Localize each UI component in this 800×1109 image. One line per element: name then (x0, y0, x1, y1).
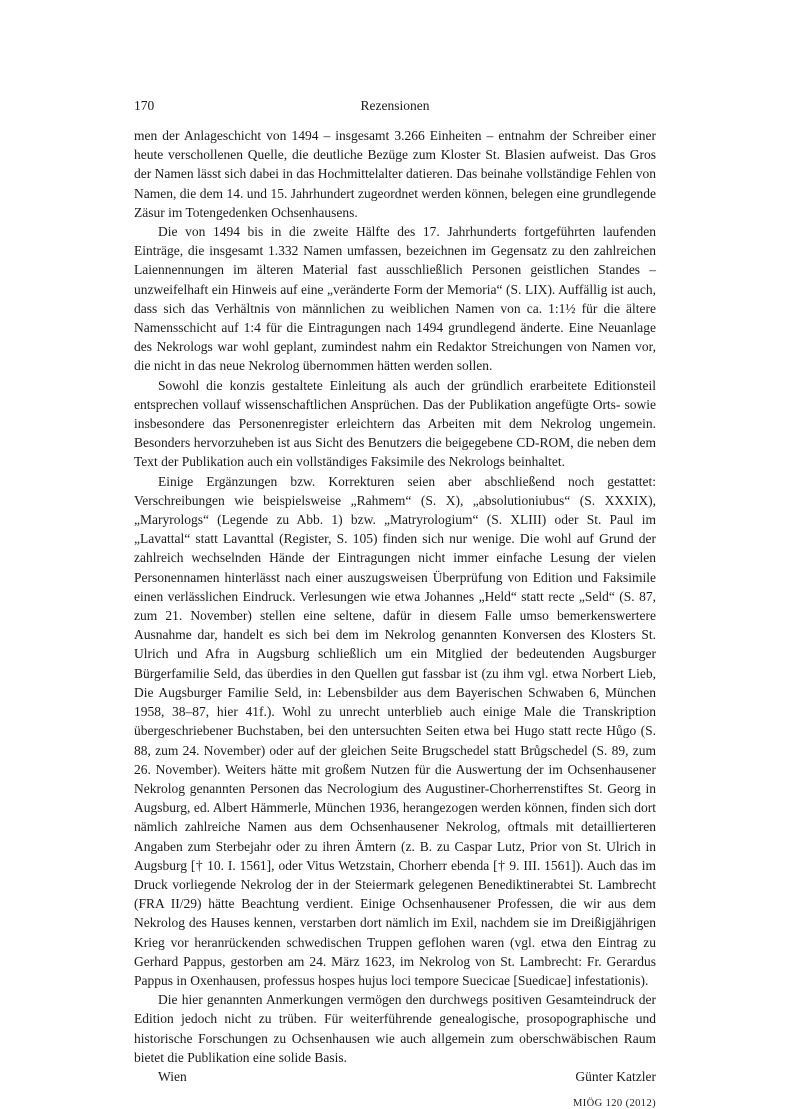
journal-footer: MIÖG 120 (2012) (573, 1097, 656, 1109)
paragraph: Die von 1494 bis in die zweite Hälfte des 17. Jahrhunderts fortgeführten laufenden Einträge, die insgesamt 1.332 Namen umfassen, bezeichnen im Gegensatz zu den zahlreichen Laiennennungen im älteren Material fast ausschließlich Personen geistlichen Standes – unzweifelhaft ein Hinweis auf eine „veränderte Form der Memoria“ (S. LIX). Auffällig ist auch, dass sich das Verhältnis von männlichen zu weiblichen Namen von ca. 1:1½ für die ältere Namensschicht auf 1:4 für die Eintragungen nach 1494 grundlegend änderte. Eine Neuanlage des Nekrologs war wohl geplant, zumindest nahm ein Redaktor Streichungen von Namen vor, die nicht in das neue Nekrolog übernommen hätten werden sollen. (134, 224, 656, 374)
paragraph: Sowohl die konzis gestaltete Einleitung als auch der gründlich erarbeitete Editionsteil entsprechen vollauf wissenschaftlichen Ansprüchen. Das der Publikation angefügte Orts- sowie insbesondere das Personenregister erleichtern das Arbeiten mit dem Nekrolog ungemein. Besonders hervorzuheben ist aus Sicht des Benutzers die beigegebene CD-ROM, die neben dem Text der Publikation auch ein vollständiges Faksimile des Nekrologs beinhaltet. (134, 377, 656, 470)
signature-author: Günter Katzler (575, 1068, 656, 1084)
running-title: Rezensionen (360, 98, 430, 113)
review-body (134, 126, 656, 1067)
signature (134, 1067, 656, 1086)
signature-place: Wien (158, 1068, 187, 1084)
paragraph: men der Anlageschicht von 1494 – insgesamt 3.266 Einheiten – entnahm der Schreiber einer heute verschollenen Quelle, die deutliche Bezüge zum Kloster St. Blasien aufweist. Das Gros der Namen lässt sich dabei in das Hochmittelalter datieren. Das beinahe vollständige Fehlen von Namen, die dem 14. und 15. Jahrhundert zugeordnet werden können, belegen eine grundlegende Zäsur im Totengedenken Ochsenhausens. (134, 128, 656, 220)
page-number: 170 (134, 98, 155, 113)
page-header (134, 98, 656, 116)
paragraph: Die hier genannten Anmerkungen vermögen den durchwegs positiven Gesamteindruck der Edition jedoch nicht zu trüben. Für weiterführende genealogische, prosopographische und historische Forschungen zu Ochsenhausen wie auch allgemein zum oberschwäbischen Raum bietet die Publikation eine solide Basis. (134, 992, 656, 1065)
book-page (134, 98, 656, 1109)
paragraph: Einige Ergänzungen bzw. Korrekturen seien aber abschließend noch gestattet: Verschreibungen wie beispielsweise „Rahmem“ (S. X), „absolutioniubus“ (S. XXXIX), „Maryrologs“ (Legende zu Abb. 1) bzw. „Matryrologium“ (S. XLIII) oder St. Paul im „Lavattal“ statt Lavanttal (Register, S. 105) finden sich nur wenige. Die wohl auf Grund der zahlreich wechselnden Hände der Eintragungen nicht immer einfache Lesung der vielen Personennamen hinterlässt nach einer auszugsweisen Überprüfung von Edition und Faksimile einen verlässlichen Eindruck. Verlesungen wie etwa Johannes „Held“ statt recte „Seld“ (S. 87, zum 21. November) stellen eine seltene, dafür in diesem Falle umso bemerkenswertere Ausnahme dar, handelt es sich bei dem im Nekrolog genannten Konversen des Klosters St. Ulrich und Afra in Augsburg schließlich um ein Mitglied der bedeutenden Augsburger Bürgerfamilie Seld, das überdies in den Quellen gut fassbar ist (zu ihm vgl. etwa Norbert Lieb, Die Augsburger Familie Seld, in: Lebensbilder aus dem Bayerischen Schwaben 6, München 1958, 38–87, hier 41f.). Wohl zu unrecht unterblieb auch einige Male die Transkription übergeschriebener Buchstaben, bei den untersuchten Seiten etwa bei Hugo statt recte Hůgo (S. 88, zum 24. November) oder auf der gleichen Seite Brugschedel statt Brůgschedel (S. 89, zum 26. November). Weiters hätte mit großem Nutzen für die Auswertung der im Ochsenhausener Nekrolog genannten Personen das Necrologium des Augustiner-Chorherrenstiftes St. Georg in Augsburg, ed. Albert Hämmerle, München 1936, herangezogen werden können, finden sich dort nämlich zahlreiche Namen aus dem Ochsenhausener Nekrolog, oftmals mit detaillierteren Angaben zum Sterbejahr oder zu ihren Ämtern (z. B. zu Caspar Lutz, Prior von St. Ulrich in Augsburg [† 10. I. 1561], oder Vitus Wetzstain, Chorherr ebenda [† 9. III. 1561]). Auch das im Druck vorliegende Nekrolog der in der Steiermark gelegenen Benediktinerabtei St. Lambrecht (FRA II/29) hätte Beachtung verdient. Einige Ochsenhausener Professen, die wir aus dem Nekrolog des Hauses kennen, verstarben dort nämlich im Exil, nachdem sie im Dreißigjährigen Krieg vor heranrückenden schwedischen Truppen geflohen waren (vgl. etwa den Eintrag zu Gerhard Pappus, gestorben am 24. März 1623, im Nekrolog von St. Lambrecht: Fr. Gerardus Pappus in Oxenhausen, professus hospes hujus loci tempore Suecicae [Suedicae] infestationis). (134, 473, 656, 988)
